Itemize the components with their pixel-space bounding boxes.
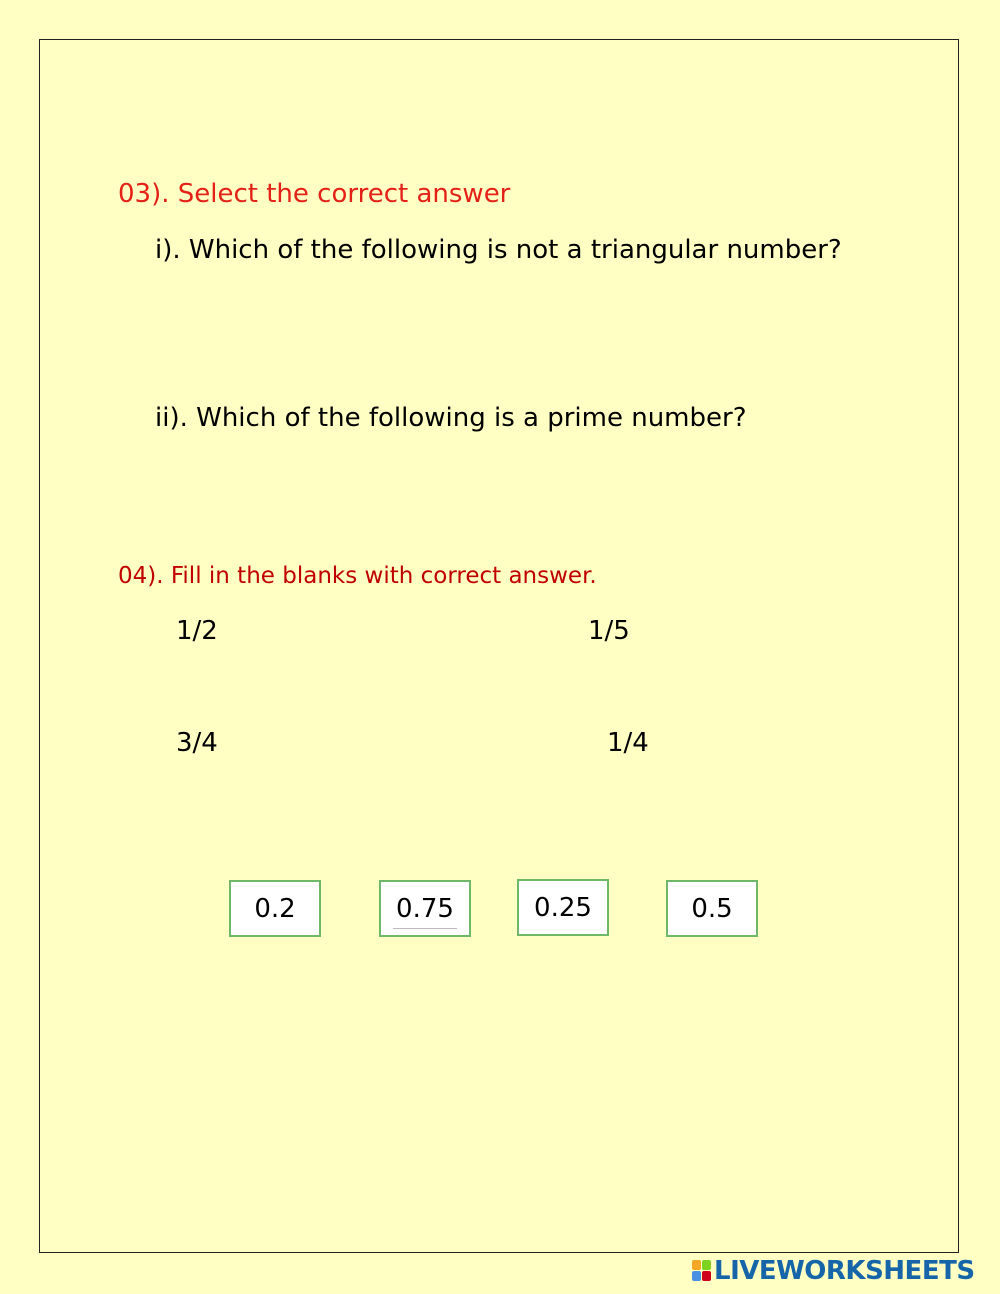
fraction-1-5: 1/5 [588, 616, 630, 646]
option-label: 0.2 [254, 893, 296, 924]
fraction-1-4: 1/4 [607, 728, 649, 758]
logo-text: LIVEWORKSHEETS [714, 1256, 975, 1286]
logo-mark-icon [692, 1260, 712, 1282]
liveworksheets-logo[interactable] [692, 1258, 975, 1284]
answer-option-0-5[interactable] [666, 880, 758, 937]
option-label: 0.75 [396, 893, 454, 924]
answer-option-0-75[interactable] [379, 880, 471, 937]
question-3-ii: ii). Which of the following is a prime number? [155, 403, 747, 433]
option-label: 0.25 [534, 893, 592, 923]
option-underline [393, 928, 457, 929]
question-3-heading: 03). Select the correct answer [118, 179, 511, 209]
question-4-heading: 04). Fill in the blanks with correct answer. [118, 563, 597, 589]
answer-option-0-25[interactable] [517, 879, 609, 936]
answer-option-0-2[interactable] [229, 880, 321, 937]
fraction-3-4: 3/4 [176, 728, 218, 758]
option-label: 0.5 [691, 893, 733, 924]
worksheet-frame [39, 39, 959, 1253]
question-3-i: i). Which of the following is not a triangular number? [155, 235, 842, 265]
fraction-1-2: 1/2 [176, 616, 218, 646]
